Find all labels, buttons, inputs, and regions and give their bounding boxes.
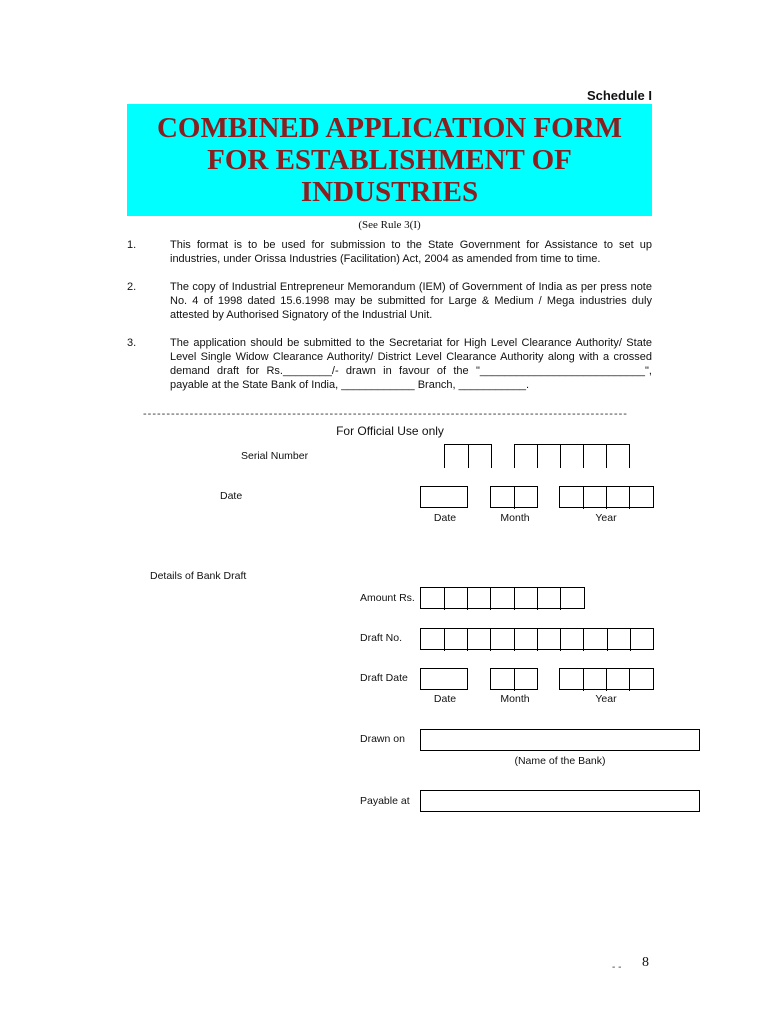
month-sub-label: Month <box>500 512 530 524</box>
date-day-field[interactable] <box>420 486 468 508</box>
date-year-field[interactable] <box>559 486 654 508</box>
draft-date-sub-label: Date <box>433 693 457 705</box>
instruction-text: The application should be submitted to the Secretariat for High Level Clearance Authority/ State Level Single Widow Clearance Authority/ District Level Clearance Authority along with a crossed demand draft for Rs.________/- drawn in favour of the "___________________________", payable at the State Bank of India, ____________ Branch, ___________. <box>170 337 652 391</box>
draft-number-label: Draft No. <box>360 632 403 644</box>
draft-date-year-field[interactable] <box>559 668 654 690</box>
draft-month-sub-label: Month <box>500 693 530 705</box>
official-use-heading: For Official Use only <box>336 424 444 438</box>
form-title: COMBINED APPLICATION FORM FOR ESTABLISHMENT OF INDUSTRIES <box>156 112 623 208</box>
title-banner <box>127 104 652 216</box>
drawn-on-field[interactable] <box>420 729 700 751</box>
serial-number-field[interactable] <box>444 444 634 468</box>
instruction-text: The copy of Industrial Entrepreneur Memorandum (IEM) of Government of India as per press note No. 4 of 1998 dated 15.6.1998 may be submitted for Large & Medium / Mega industries duly attested by Authorised Signatory of the Industrial Unit. <box>170 281 652 321</box>
draft-date-month-field[interactable] <box>490 668 538 690</box>
instruction-number: 2. <box>127 281 137 293</box>
year-sub-label: Year <box>595 512 617 524</box>
schedule-label: Schedule I <box>586 88 652 103</box>
bank-name-hint: (Name of the Bank) <box>514 755 606 767</box>
separator-line: -------------------------------------------------------------------------------------------------------- <box>143 408 628 420</box>
rule-reference: (See Rule 3(I) <box>358 219 421 231</box>
footer-marks: - - <box>612 962 622 973</box>
instruction-number: 1. <box>127 239 137 251</box>
draft-year-sub-label: Year <box>595 693 617 705</box>
drawn-on-label: Drawn on <box>360 733 405 745</box>
draft-date-day-field[interactable] <box>420 668 468 690</box>
date-label: Date <box>220 490 243 502</box>
bank-draft-heading: Details of Bank Draft <box>150 570 247 582</box>
serial-number-label: Serial Number <box>241 450 309 462</box>
payable-at-label: Payable at <box>360 795 410 807</box>
page-number: 8 <box>642 955 649 970</box>
instruction-text: This format is to be used for submission to the State Government for Assistance to set up industries, under Orissa Industries (Facilitation) Act, 2004 as amended from time to time. <box>170 239 652 265</box>
amount-field[interactable] <box>420 587 585 609</box>
date-month-field[interactable] <box>490 486 538 508</box>
payable-at-field[interactable] <box>420 790 700 812</box>
instruction-number: 3. <box>127 337 137 349</box>
draft-date-label: Draft Date <box>360 672 408 684</box>
amount-label: Amount Rs. <box>360 592 415 604</box>
draft-number-field[interactable] <box>420 628 654 650</box>
date-sub-label: Date <box>433 512 457 524</box>
